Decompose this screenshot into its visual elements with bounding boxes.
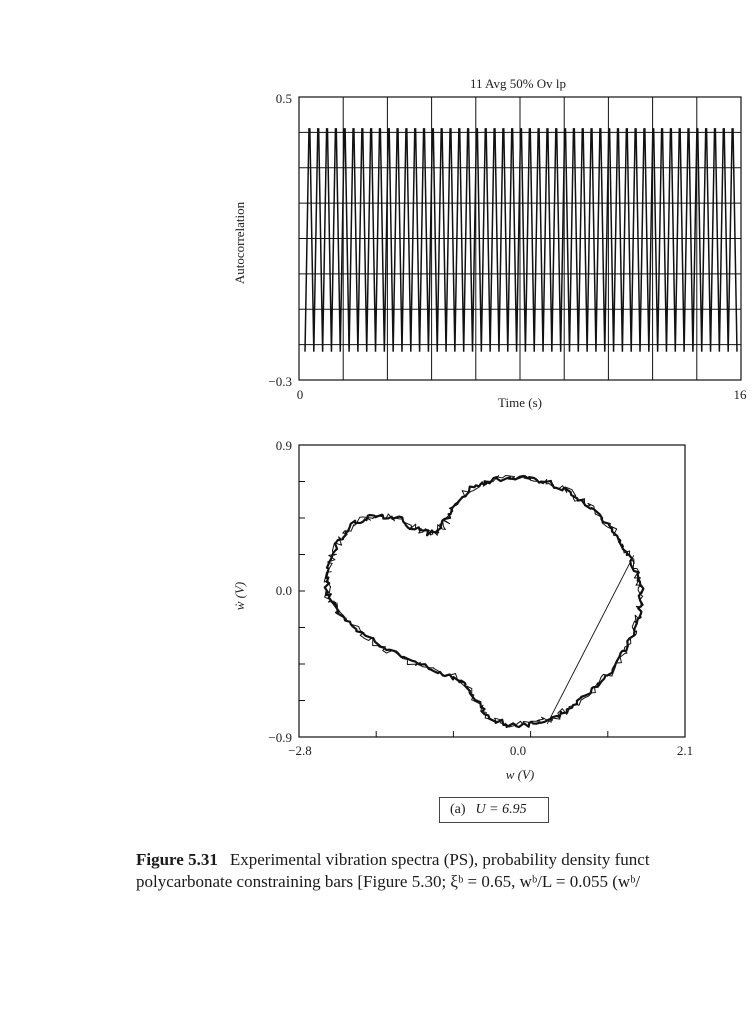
panel-letter: (a) <box>450 802 466 817</box>
panel-label-box <box>439 797 549 823</box>
phase-x-axis-label: w (V) <box>505 767 535 782</box>
figure-number: Figure 5.31 <box>136 850 218 869</box>
phase-plane-chart <box>232 438 693 782</box>
autocorrelation-signal <box>305 129 737 352</box>
caption-text-1: Experimental vibration spectra (PS), probability density funct <box>229 850 650 869</box>
y-tick-label-top: 0.9 <box>275 438 292 453</box>
x-tick-label-max: 16 <box>733 387 747 402</box>
x-tick-label-right: 2.1 <box>676 743 694 758</box>
caption-line-1 <box>136 849 756 871</box>
y-tick-label-max: 0.5 <box>275 91 292 106</box>
y-axis-label: Autocorrelation <box>232 201 247 285</box>
caption-text-2: polycarbonate constraining bars [Figure 5.30; ξᵇ = 0.65, wᵇ/L = 0.055 (wᵇ/ <box>136 872 641 891</box>
chart-title: 11 Avg 50% Ov lp <box>469 76 567 91</box>
panel-parameter: U = 6.95 <box>475 802 527 817</box>
y-tick-label-zero: 0.0 <box>275 583 292 598</box>
phase-y-axis-label: ẇ (V) <box>232 581 247 611</box>
phase-plane-ticks <box>299 482 608 738</box>
x-tick-label-min: 0 <box>296 387 304 402</box>
phase-orbit-trace-2 <box>324 475 642 727</box>
x-tick-label-zero: 0.0 <box>509 743 527 758</box>
y-tick-label-bottom: −0.9 <box>268 730 292 745</box>
x-tick-label-left: −2.8 <box>288 743 312 758</box>
figure-caption <box>136 849 756 893</box>
autocorrelation-chart <box>232 76 747 410</box>
x-axis-label: Time (s) <box>498 395 542 410</box>
phase-plane-frame <box>299 445 685 737</box>
phase-chord-line <box>547 555 634 724</box>
y-tick-label-min: −0.3 <box>268 374 292 389</box>
